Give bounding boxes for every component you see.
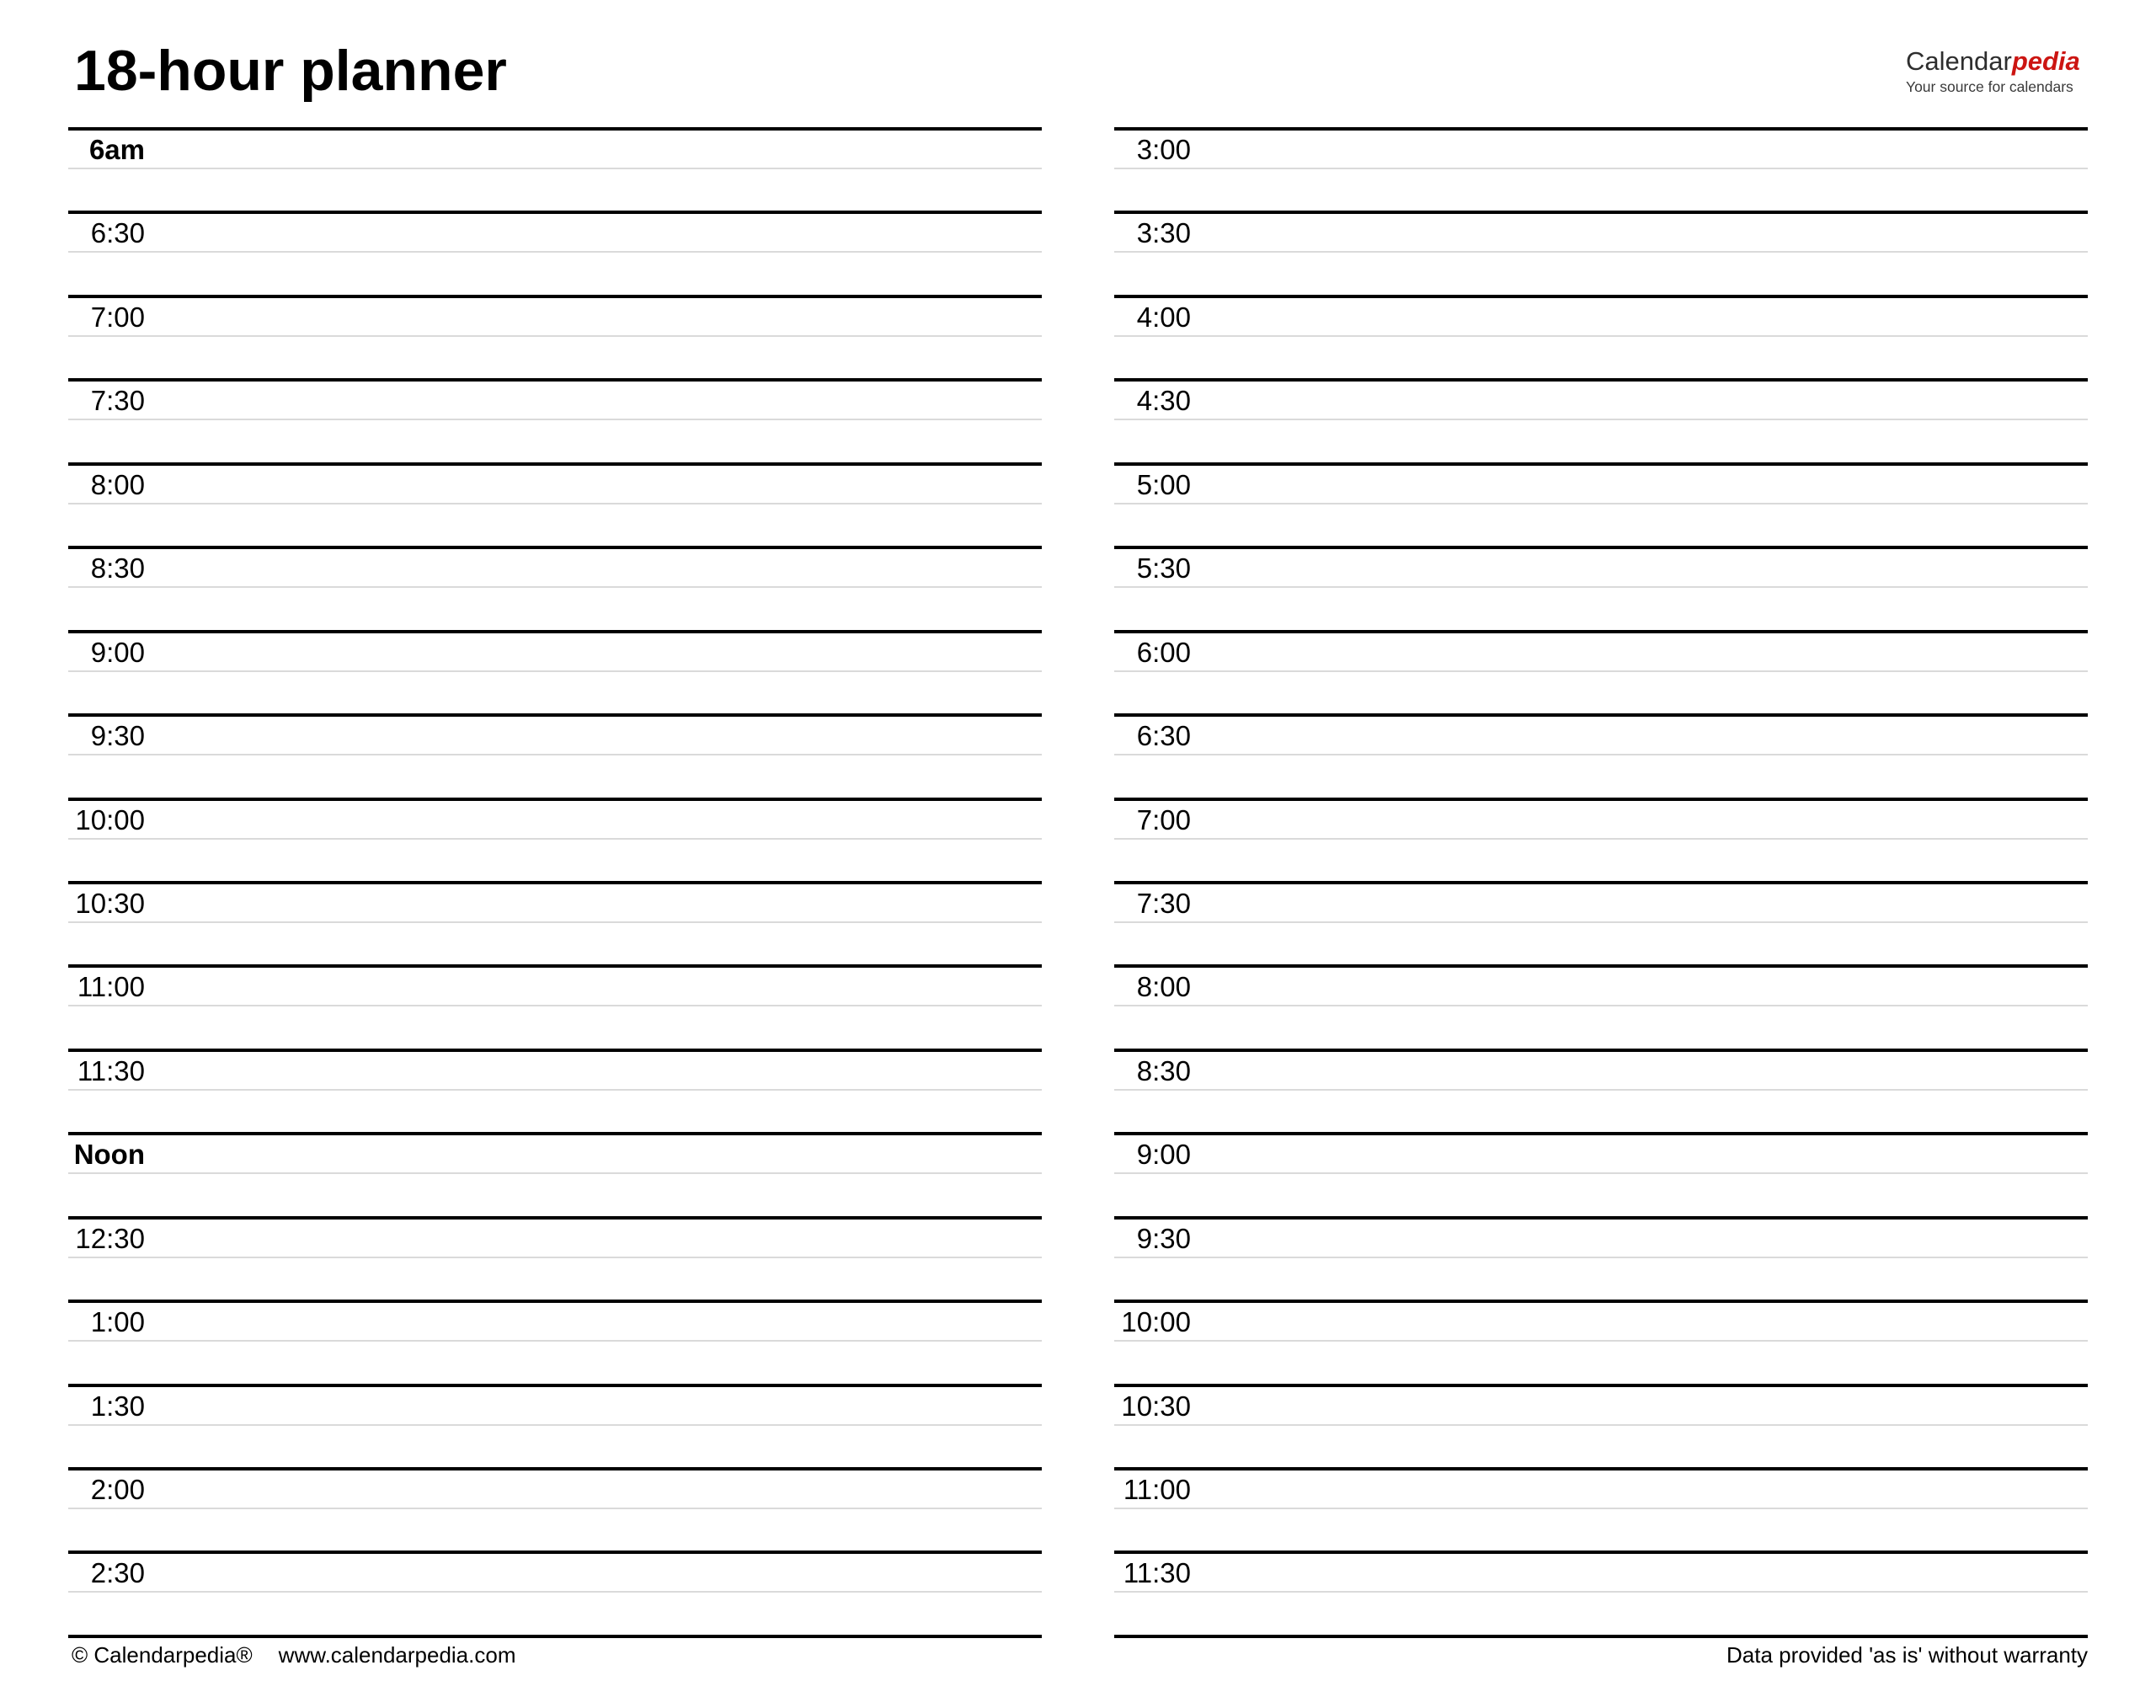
slot-entry-line (1114, 717, 2088, 755)
time-label: 6am (88, 134, 145, 165)
time-label: 2:00 (90, 1474, 145, 1505)
time-label: 4:00 (1136, 301, 1191, 333)
slot-writing-space (1114, 1091, 2088, 1132)
time-slot (1114, 295, 2088, 378)
slot-writing-space (1114, 672, 2088, 713)
time-slot (68, 1467, 1042, 1551)
time-slot (68, 713, 1042, 797)
time-label: 11:30 (77, 1054, 145, 1086)
slot-writing-space (68, 1426, 1042, 1467)
time-slot (1114, 713, 2088, 797)
time-slot (68, 1551, 1042, 1634)
slot-entry-line (68, 298, 1042, 337)
time-column-left (68, 127, 1042, 1638)
slot-entry-line (68, 214, 1042, 253)
time-slot (68, 378, 1042, 462)
logo-wordmark (1906, 47, 2080, 76)
time-slot (68, 1216, 1042, 1300)
slot-entry-line (68, 1387, 1042, 1426)
slot-writing-space (1114, 1342, 2088, 1383)
time-slot (68, 964, 1042, 1048)
slot-writing-space (1114, 337, 2088, 378)
time-slot (1114, 798, 2088, 881)
time-label: 1:00 (90, 1306, 145, 1338)
time-label: 10:00 (75, 803, 145, 835)
calendarpedia-logo (1906, 47, 2080, 95)
footer-website: www.calendarpedia.com (278, 1642, 516, 1668)
time-slot (1114, 630, 2088, 713)
slot-writing-space (1114, 1593, 2088, 1634)
time-label: 9:00 (1136, 1139, 1191, 1171)
slot-entry-line (1114, 633, 2088, 672)
time-slot (1114, 1384, 2088, 1467)
time-label: Noon (73, 1139, 145, 1171)
time-label: 4:30 (1136, 385, 1191, 417)
time-slot (1114, 1300, 2088, 1383)
time-label: 3:00 (1136, 134, 1191, 165)
slot-entry-line (68, 1052, 1042, 1091)
slot-entry-line (1114, 131, 2088, 169)
slot-entry-line (68, 801, 1042, 840)
slot-writing-space (1114, 588, 2088, 629)
logo-wordmark-black: Calendar (1906, 46, 2012, 76)
time-slot (68, 630, 1042, 713)
slot-entry-line (68, 633, 1042, 672)
slot-writing-space (1114, 1006, 2088, 1048)
slot-entry-line (68, 1303, 1042, 1342)
slot-entry-line (68, 1135, 1042, 1174)
slot-entry-line (1114, 382, 2088, 420)
time-slot (68, 462, 1042, 546)
slot-writing-space (68, 1091, 1042, 1132)
time-slot (1114, 1551, 2088, 1634)
time-label: 7:00 (90, 301, 145, 333)
slot-entry-line (1114, 1554, 2088, 1593)
time-label: 12:30 (75, 1222, 145, 1254)
time-slot (1114, 211, 2088, 294)
slot-entry-line (1114, 1387, 2088, 1426)
time-label: 8:30 (90, 552, 145, 584)
time-label: 10:30 (1121, 1390, 1191, 1422)
slot-entry-line (1114, 214, 2088, 253)
slot-writing-space (1114, 1426, 2088, 1467)
time-label: 8:30 (1136, 1054, 1191, 1086)
slot-entry-line (68, 1470, 1042, 1509)
footer-copyright: © Calendarpedia® (72, 1642, 253, 1668)
time-label: 7:30 (90, 385, 145, 417)
slot-writing-space (1114, 169, 2088, 211)
time-label: 5:30 (1136, 552, 1191, 584)
slot-entry-line (1114, 968, 2088, 1006)
slot-writing-space (68, 840, 1042, 881)
slot-writing-space (68, 1006, 1042, 1048)
time-slot (1114, 964, 2088, 1048)
slot-writing-space (68, 337, 1042, 378)
slot-writing-space (1114, 1174, 2088, 1215)
time-slot (1114, 546, 2088, 629)
slot-entry-line (1114, 1303, 2088, 1342)
time-column-right (1114, 127, 2088, 1638)
time-slot (68, 295, 1042, 378)
slot-writing-space (1114, 253, 2088, 294)
time-label: 6:30 (1136, 720, 1191, 752)
slot-writing-space (68, 672, 1042, 713)
slot-entry-line (68, 968, 1042, 1006)
slot-entry-line (1114, 549, 2088, 588)
time-label: 7:30 (1136, 887, 1191, 919)
slot-writing-space (68, 755, 1042, 797)
time-slot (68, 881, 1042, 964)
slot-writing-space (1114, 504, 2088, 546)
time-slot (1114, 378, 2088, 462)
time-slot (68, 798, 1042, 881)
slot-entry-line (68, 884, 1042, 923)
slot-entry-line (1114, 1470, 2088, 1509)
time-slot (1114, 1132, 2088, 1215)
time-label: 5:00 (1136, 468, 1191, 500)
time-slot (68, 1300, 1042, 1383)
slot-writing-space (68, 1174, 1042, 1215)
slot-entry-line (68, 131, 1042, 169)
time-slot (68, 1384, 1042, 1467)
slot-writing-space (68, 1258, 1042, 1300)
time-slot (1114, 127, 2088, 211)
time-label: 10:30 (75, 887, 145, 919)
slot-writing-space (68, 420, 1042, 462)
slot-entry-line (1114, 801, 2088, 840)
time-label: 2:30 (90, 1557, 145, 1589)
slot-entry-line (68, 382, 1042, 420)
time-label: 7:00 (1136, 803, 1191, 835)
slot-writing-space (68, 588, 1042, 629)
slot-writing-space (1114, 755, 2088, 797)
time-slot (1114, 1216, 2088, 1300)
slot-writing-space (68, 1509, 1042, 1551)
footer-left (72, 1644, 515, 1666)
time-label: 9:00 (90, 636, 145, 668)
slot-writing-space (1114, 420, 2088, 462)
time-slot (1114, 881, 2088, 964)
time-slot (68, 127, 1042, 211)
slot-writing-space (1114, 1509, 2088, 1551)
time-slot (68, 211, 1042, 294)
time-label: 11:00 (77, 971, 145, 1003)
time-slot (1114, 1467, 2088, 1551)
slot-writing-space (68, 1342, 1042, 1383)
slot-entry-line (68, 1554, 1042, 1593)
slot-entry-line (68, 1220, 1042, 1258)
time-label: 11:30 (1123, 1557, 1191, 1589)
time-label: 6:30 (90, 217, 145, 249)
slot-entry-line (1114, 466, 2088, 504)
slot-entry-line (1114, 1135, 2088, 1174)
slot-entry-line (68, 717, 1042, 755)
time-slot (68, 546, 1042, 629)
time-slot (68, 1049, 1042, 1132)
time-slot (1114, 1049, 2088, 1132)
slot-entry-line (1114, 884, 2088, 923)
logo-wordmark-red: pedia (2011, 46, 2080, 76)
footer-disclaimer: Data provided 'as is' without warranty (1726, 1642, 2088, 1668)
logo-tagline: Your source for calendars (1906, 78, 2073, 95)
slot-writing-space (1114, 840, 2088, 881)
slot-writing-space (68, 169, 1042, 211)
time-label: 3:30 (1136, 217, 1191, 249)
slot-writing-space (1114, 1258, 2088, 1300)
time-label: 8:00 (90, 468, 145, 500)
slot-writing-space (68, 504, 1042, 546)
slot-entry-line (68, 466, 1042, 504)
slot-writing-space (68, 253, 1042, 294)
time-label: 9:30 (1136, 1222, 1191, 1254)
time-label: 11:00 (1123, 1474, 1191, 1505)
slot-writing-space (68, 923, 1042, 964)
time-label: 10:00 (1121, 1306, 1191, 1338)
time-label: 1:30 (90, 1390, 145, 1422)
time-slot (1114, 462, 2088, 546)
time-slot (68, 1132, 1042, 1215)
slot-entry-line (1114, 1220, 2088, 1258)
slot-writing-space (1114, 923, 2088, 964)
slot-entry-line (68, 549, 1042, 588)
time-label: 9:30 (90, 720, 145, 752)
page-title: 18-hour planner (74, 39, 507, 103)
slot-entry-line (1114, 298, 2088, 337)
slot-entry-line (1114, 1052, 2088, 1091)
slot-writing-space (68, 1593, 1042, 1634)
time-label: 6:00 (1136, 636, 1191, 668)
time-label: 8:00 (1136, 971, 1191, 1003)
